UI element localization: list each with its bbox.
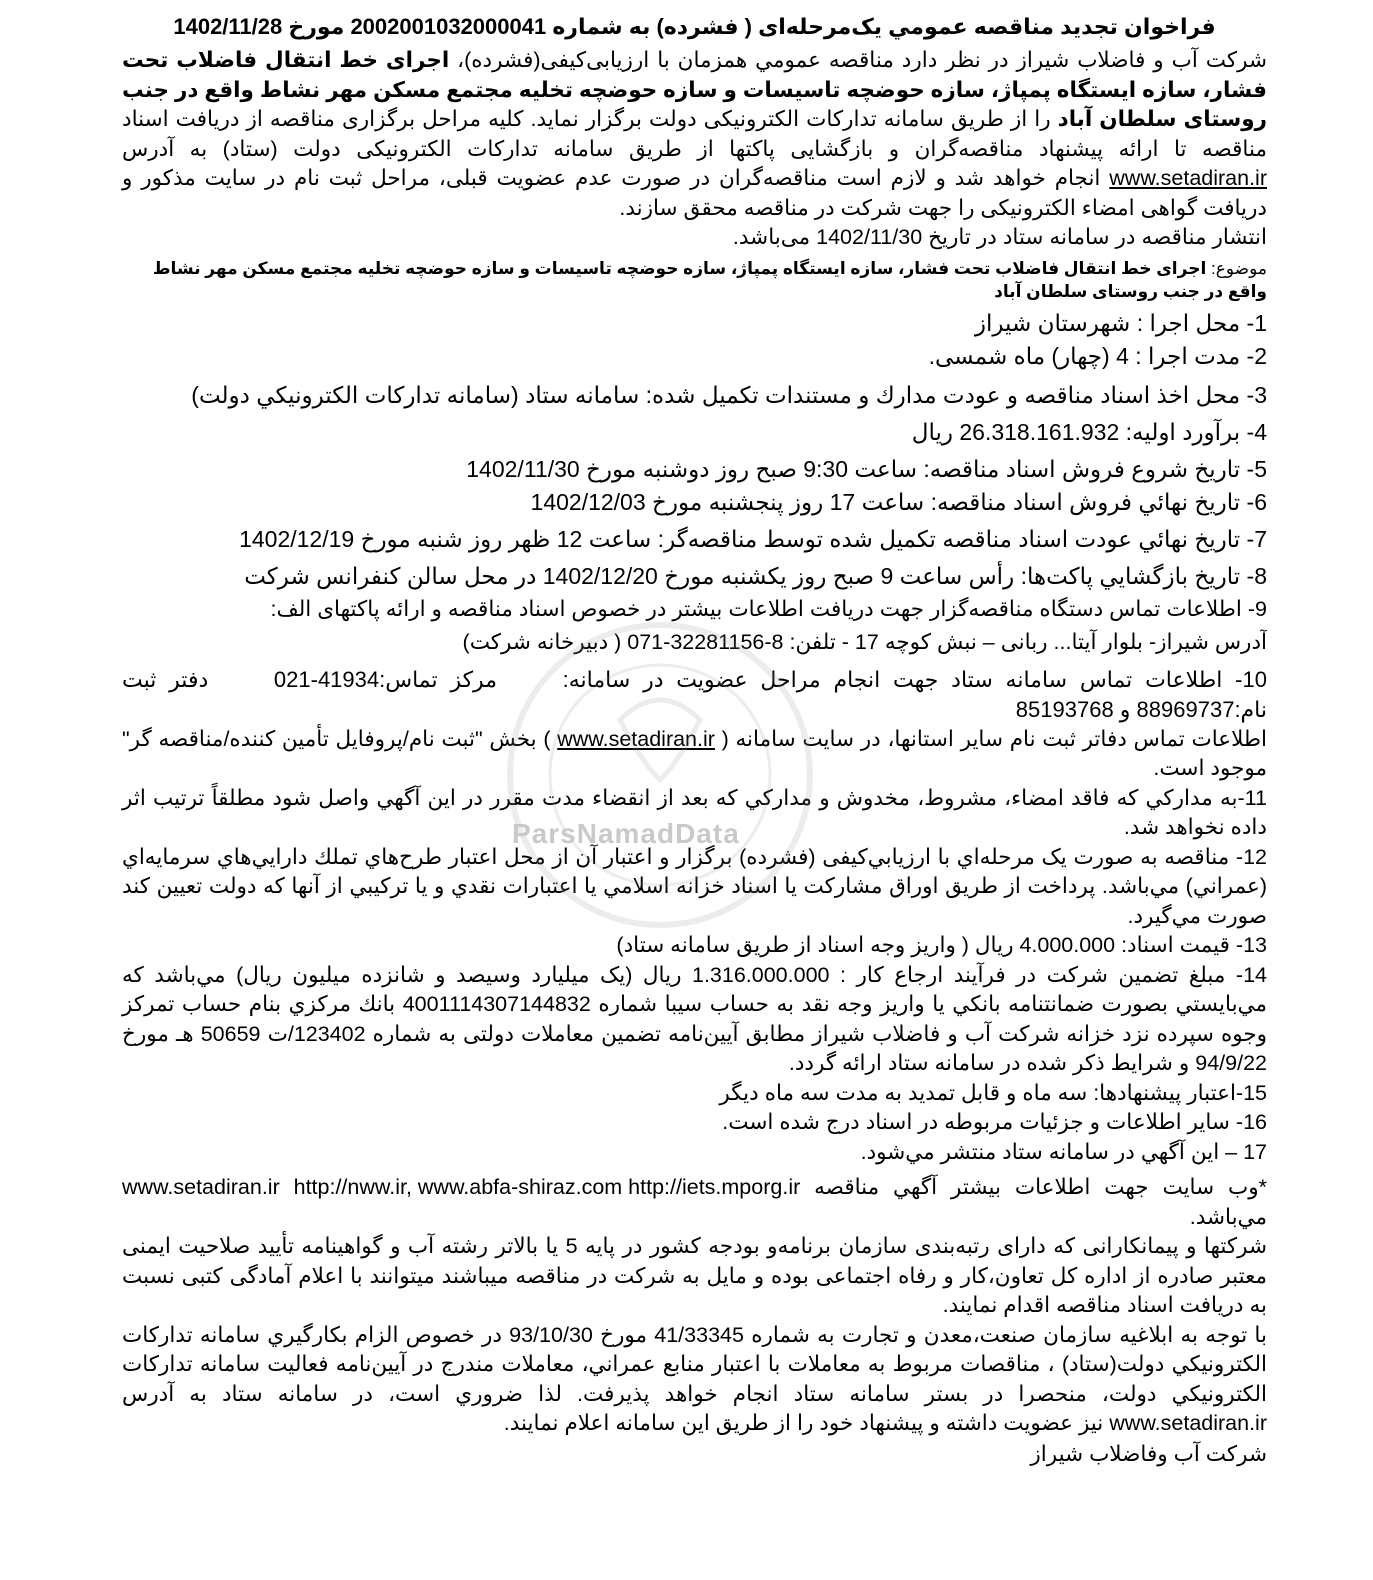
web-links-list[interactable]: http://nww.ir, www.abfa-shiraz.com http://iets.mporg.ir	[293, 1175, 801, 1199]
contractors-paragraph: شرکتها و پیمانکارانی که دارای رتبه‌بندی سازمان برنامه‌و بودجه کشور در پایه 5 یا بالاتر رشته آب و گواهینامه تأیید صلاحیت ایمنی معتبر صادره از اداره کل تعاون،کار و رفاه اجتماعی بوده و مایل به شرکت در مناقصه میباشند میتوانند با اعلام آمادگی کتبی نسبت به دریافت اسناد مناقصه اقدام نمایند.	[122, 1234, 1267, 1317]
provinces-text-a: اطلاعات تماس دفاتر ثبت نام ساير استانها، در سايت سامانه (	[714, 726, 1268, 751]
item-3: 3- محل اخذ اسناد مناقصه و عودت مدارك و مستندات تكميل شده: سامانه ستاد (سامانه تداركات الكترونيكي دولت)	[191, 381, 1267, 408]
intro-text-c: را از طریق سامانه تدارکات الکترونیکی دولت برگزار نماید. کلیه مراحل برگزاری مناقصه از دریافت اسناد مناقصه تا ارائه پیشنهاد مناقصه‌گران و بازگشایی پاکتها از طریق سامانه تدارکات الکترونیکی دولت (ستاد) به آدرس	[122, 107, 1267, 161]
item-15: 15-اعتبار پيشنهادها: سه ماه و قابل تمدید به مدت سه ماه دیگر	[719, 1080, 1267, 1105]
registration-office: دفتر ثبت نام:88969737 و 85193768	[122, 666, 1267, 722]
notice-text-a: با توجه به ابلاغیه سازمان صنعت،معدن و تجارت به شماره 41/33345 مورخ 93/10/30 در خصوص الزام بکارگیري سامانه تدارکات الکترونیکي دولت(ستاد) ، مناقصات مربوط به معاملات با اعتبار منابع عمراني، معاملات مندرج در آیین‌نامه فعالیت سامانه تدارکات الکترونیکي دولت، منحصرا در بستر سامانه ستاد انجام خواهد پذیرفت. لذا ضروري است، در سامانه ستاد به آدرس	[122, 1322, 1267, 1406]
intro-text-d: انجام خواهد شد و لازم است مناقصه‌گران در صورت عدم عضویت قبلی، مراحل ثبت نام در سایت مذکور و دریافت گواهی امضاء الکترونیکی را جهت شرکت در مناقصه محقق سازند.	[122, 166, 1267, 220]
intro-project-title: اجرای خط انتقال فاضلاب تحت فشار، سازه ایستگاه پمپاژ، سازه حوضچه تاسیسات و سازه حوضچه تخلیه مجتمع مسکن مهر نشاط واقع در جنب روستای سلطان آباد	[122, 48, 1267, 131]
item-9-address: آدرس شیراز- بلوار آیتا... ربانی – نبش کوچه 17 - تلفن: 8-32281156-071 ( دبیرخانه شرکت)	[462, 629, 1267, 654]
item-4: 4- برآورد اولیه: 26.318.161.932 ریال	[911, 418, 1267, 445]
item-12: 12- مناقصه به صورت يک مرحله‌اي با ارزيابي‌کيفی (فشرده) برگزار و اعتبار آن از محل اعتبار طرح‌هاي تملك دارايي‌هاي سرمايه‌اي (عمراني) مي‌باشد. پرداخت از طريق اوراق مشاركت يا اسناد خزانه اسلامي يا اعتبارات نقدي و يا تركيبي از آنها كه دولت تعيين كند صورت مي‌گيرد.	[122, 844, 1267, 928]
signature: شرکت آب وفاضلاب شیراز	[1030, 1441, 1267, 1466]
provinces-text-b: ) بخش "ثبت نام/پروفايل تأمين كننده/مناقصه گر" موجود است.	[122, 726, 1267, 780]
item-17: 17 – اين آگهي در سامانه ستاد منتشر مي‌شود.	[860, 1139, 1267, 1164]
item-7: 7- تاريخ نهائي عودت اسناد مناقصه تكميل شده توسط مناقصه‌گر: ساعت 12 ظهر روز شنبه مورخ 1402/12/19	[239, 525, 1267, 552]
item-8: 8- تاريخ بازگشايي پاكت‌ها: رأس ساعت 9 صبح روز یکشنبه مورخ 1402/12/20 در محل سالن کنفرانس شرکت	[244, 562, 1267, 589]
intro-paragraph	[122, 46, 1267, 223]
item-16: 16- ساير اطلاعات و جزئيات مربوطه در اسناد درج شده است.	[722, 1110, 1267, 1134]
provinces-contact	[122, 725, 1267, 784]
setadiran-link[interactable]: www.setadiran.ir	[1109, 166, 1267, 190]
web-link-setadiran[interactable]: www.setadiran.ir	[122, 1175, 280, 1199]
item-2: 2- مدت اجرا : 4 (چهار) ماه شمسی.	[928, 342, 1267, 369]
web-text: *وب سايت جهت اطلاعات بيشتر آگهي مناقصه	[814, 1175, 1267, 1199]
item-6: 6- تاريخ نهائي فروش اسناد مناقصه: ساعت 17 روز پنجشنبه مورخ 1402/12/03	[530, 488, 1267, 515]
call-center: مرکز تماس:41934-021	[273, 666, 497, 692]
notice-text-b: نیز عضویت داشته و پیشنهاد خود را از طریق این سامانه اعلام نمایند.	[503, 1411, 1110, 1435]
item-1: 1- محل اجرا : شهرستان شیراز	[974, 309, 1267, 336]
publish-date-line: انتشار مناقصه در سامانه ستاد در تاریخ 1402/11/30 می‌باشد.	[732, 225, 1267, 249]
item-13: 13- قیمت اسناد: 4.000.000 ریال ( واريز وجه اسناد از طريق سامانه ستاد)	[616, 933, 1267, 957]
web-tail: مي‌باشد.	[1189, 1204, 1267, 1229]
notice-title: فراخوان تجديد مناقصه عمومي يک‌مرحله‌ای ( فشرده) به شماره 2002001032000041 مورخ 1402/11/28	[173, 14, 1216, 39]
watermark-text: ParsNamadData	[512, 818, 740, 849]
subject	[122, 257, 1267, 303]
item-11: 11-به مداركي كه فاقد امضاء، مشروط، مخدوش و مداركي كه بعد از انقضاء مدت مقرر در اين آگهي واصل شود مطلقاً ترتيب اثر داده نخواهد شد.	[122, 785, 1267, 839]
item-14: 14- مبلغ تضمین شرکت در فرآیند ارجاع کار : 1.316.000.000 ريال (يک ميليارد وسيصد و شانزده ميليون ريال) مي‌باشد كه مي‌بايستي بصورت ضمانتنامه بانكي يا واريز وجه نقد به حساب سيبا شماره 4001114307144832 بانك مركزي بنام حساب تمركز وجوه سپرده نزد خزانه شركت آب و فاضلاب شيراز مطابق آيين‌نامه تضمين معاملات دولتی به شماره 123402/ت 50659 هـ مورخ 94/9/22 و شرايط ذكر شده در سامانه ستاد ارائه گردد.	[122, 962, 1268, 1075]
intro-text-a: شرکت آب و فاضلاب شیراز در نظر دارد مناقصه عمومي همزمان با ارزیابی‌کیفی(فشرده)،	[449, 48, 1267, 72]
item-5: 5- تاريخ شروع فروش اسناد مناقصه: ساعت 9:30 صبح روز دوشنبه مورخ 1402/11/30	[466, 455, 1267, 482]
subject-label: موضوع:	[1206, 258, 1267, 278]
item-10-text: 10- اطلاعات تماس سامانه ستاد جهت انجام مراحل عضويت در سامانه:	[562, 666, 1267, 692]
setadiran-link-3[interactable]: www.setadiran.ir	[1109, 1411, 1267, 1435]
item-10	[122, 665, 1267, 725]
subject-text: اجرای خط انتقال فاضلاب تحت فشار، سازه ایستگاه پمپاژ، سازه حوضچه تاسیسات و سازه حوضچه تخلیه مجتمع مسکن مهر نشاط واقع در جنب روستای سلطان آباد	[152, 258, 1267, 301]
setadiran-link-2[interactable]: www.setadiran.ir	[557, 726, 715, 751]
item-9: 9- اطلاعات تماس دستگاه مناقصه‌گزار جهت دريافت اطلاعات بيشتر در خصوص اسناد مناقصه و ارائه پاکتهای الف:	[270, 596, 1267, 621]
web-links	[122, 1173, 1267, 1232]
notice-paragraph	[122, 1321, 1267, 1439]
items-list	[122, 307, 1267, 659]
